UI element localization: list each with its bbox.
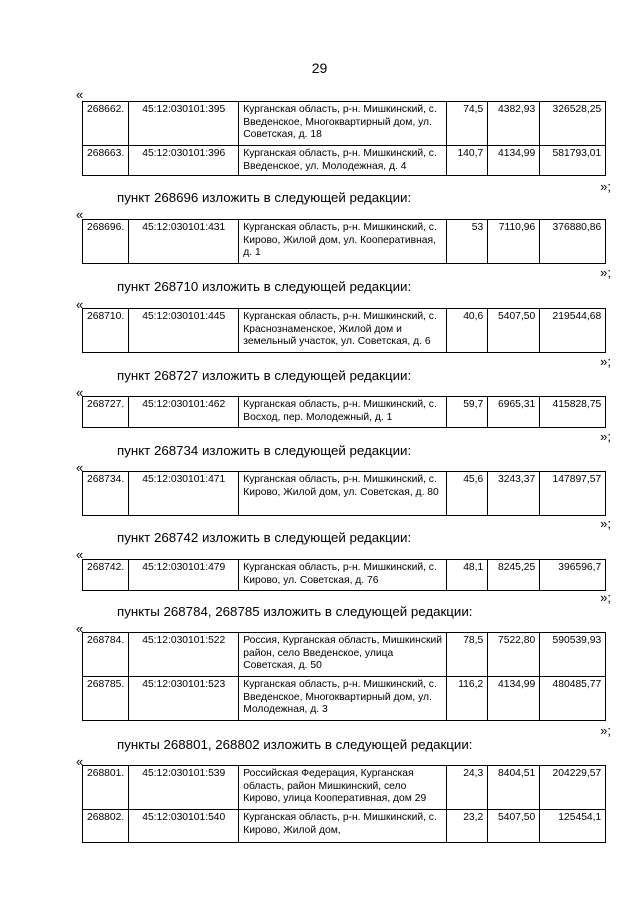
- table-row: [83, 560, 606, 591]
- area: 45,6: [447, 472, 488, 516]
- close-quote: »;: [600, 354, 611, 369]
- total: 125454,1: [540, 810, 606, 843]
- open-quote: «: [76, 621, 84, 636]
- instruction-text: пункт 268727 изложить в следующей редакции:: [117, 368, 412, 383]
- property-table: [82, 632, 606, 721]
- cadastral-number: 45:12:030101:523: [129, 677, 239, 721]
- item-number: 268784.: [83, 633, 129, 677]
- total: 480485,77: [540, 677, 606, 721]
- cadastral-number: 45:12:030101:462: [129, 397, 239, 428]
- area: 48,1: [447, 560, 488, 591]
- address: Курганская область, р-н. Мишкинский, с. Кирово, Жилой дом, ул. Кооперативная, д. 1: [239, 220, 447, 264]
- address: Курганская область, р-н. Мишкинский, с. Восход, пер. Молодежный, д. 1: [239, 397, 447, 428]
- property-table: [82, 559, 606, 591]
- table-row: [83, 220, 606, 264]
- total: 415828,75: [540, 397, 606, 428]
- total: 204229,57: [540, 766, 606, 810]
- price: 8245,25: [488, 560, 540, 591]
- cadastral-number: 45:12:030101:540: [129, 810, 239, 843]
- area: 40,6: [447, 309, 488, 353]
- open-quote: «: [76, 754, 84, 769]
- cadastral-number: 45:12:030101:396: [129, 146, 239, 176]
- open-quote: «: [76, 460, 84, 475]
- area: 140,7: [447, 146, 488, 176]
- close-quote: »;: [600, 179, 611, 194]
- area: 53: [447, 220, 488, 264]
- area: 116,2: [447, 677, 488, 721]
- table-row: [83, 810, 606, 843]
- instruction-text: пункт 268734 изложить в следующей редакции:: [117, 443, 412, 458]
- open-quote: «: [76, 297, 84, 312]
- address: Курганская область, р-н. Мишкинский, с. Введенское, Многоквартирный дом, ул. Молодежная, д. 3: [239, 677, 447, 721]
- address: Курганская область, р-н. Мишкинский, с. Кирово, Жилой дом, ул. Советская, д. 80: [239, 472, 447, 516]
- price: 6965,31: [488, 397, 540, 428]
- item-number: 268727.: [83, 397, 129, 428]
- total: 590539,93: [540, 633, 606, 677]
- property-table: [82, 396, 606, 428]
- item-number: 268696.: [83, 220, 129, 264]
- price: 5407,50: [488, 309, 540, 353]
- property-table: [82, 308, 606, 353]
- table-row: [83, 633, 606, 677]
- address: Российская Федерация, Курганская область, район Мишкинский, село Кирово, улица Кооперативная, дом 29: [239, 766, 447, 810]
- instruction-text: пункт 268710 изложить в следующей редакции:: [117, 279, 412, 294]
- area: 59,7: [447, 397, 488, 428]
- open-quote: «: [76, 547, 84, 562]
- item-number: 268662.: [83, 102, 129, 146]
- address: Курганская область, р-н. Мишкинский, с. Краснознаменское, Жилой дом и земельный участок, ул. Советская, д. 6: [239, 309, 447, 353]
- total: 147897,57: [540, 472, 606, 516]
- instruction-text: пункты 268784, 268785 изложить в следующей редакции:: [117, 604, 473, 619]
- property-table: [82, 219, 606, 264]
- close-quote: »;: [600, 516, 611, 531]
- item-number: 268710.: [83, 309, 129, 353]
- instruction-text: пункты 268801, 268802 изложить в следующей редакции:: [117, 737, 473, 752]
- property-table: [82, 765, 606, 843]
- price: 8404,51: [488, 766, 540, 810]
- table-row: [83, 677, 606, 721]
- item-number: 268785.: [83, 677, 129, 721]
- close-quote: »;: [600, 265, 611, 280]
- total: 219544,68: [540, 309, 606, 353]
- table-row: [83, 766, 606, 810]
- address: Россия, Курганская область, Мишкинский район, село Введенское, улица Советская, д. 50: [239, 633, 447, 677]
- address: Курганская область, р-н. Мишкинский, с. Кирово, Жилой дом,: [239, 810, 447, 843]
- price: 3243,37: [488, 472, 540, 516]
- cadastral-number: 45:12:030101:471: [129, 472, 239, 516]
- cadastral-number: 45:12:030101:395: [129, 102, 239, 146]
- cadastral-number: 45:12:030101:431: [129, 220, 239, 264]
- open-quote: «: [76, 87, 84, 102]
- instruction-text: пункт 268696 изложить в следующей редакции:: [117, 190, 412, 205]
- property-table: [82, 101, 606, 176]
- item-number: 268742.: [83, 560, 129, 591]
- cadastral-number: 45:12:030101:522: [129, 633, 239, 677]
- price: 4134,99: [488, 146, 540, 176]
- open-quote: «: [76, 207, 84, 222]
- address: Курганская область, р-н. Мишкинский, с. Введенское, Многоквартирный дом, ул. Советская, д. 18: [239, 102, 447, 146]
- price: 7522,80: [488, 633, 540, 677]
- price: 4382,93: [488, 102, 540, 146]
- address: Курганская область, р-н. Мишкинский, с. Введенское, ул. Молодежная, д. 4: [239, 146, 447, 176]
- open-quote: «: [76, 385, 84, 400]
- total: 581793,01: [540, 146, 606, 176]
- close-quote: »;: [600, 590, 611, 605]
- page-number: 29: [311, 60, 328, 76]
- item-number: 268663.: [83, 146, 129, 176]
- table-row: [83, 146, 606, 176]
- instruction-text: пункт 268742 изложить в следующей редакции:: [117, 530, 412, 545]
- cadastral-number: 45:12:030101:445: [129, 309, 239, 353]
- table-row: [83, 472, 606, 516]
- property-table: [82, 471, 606, 516]
- table-row: [83, 309, 606, 353]
- area: 78,5: [447, 633, 488, 677]
- total: 396596,7: [540, 560, 606, 591]
- price: 4134,99: [488, 677, 540, 721]
- price: 5407,50: [488, 810, 540, 843]
- item-number: 268734.: [83, 472, 129, 516]
- item-number: 268801.: [83, 766, 129, 810]
- area: 23,2: [447, 810, 488, 843]
- close-quote: »;: [600, 429, 611, 444]
- price: 7110,96: [488, 220, 540, 264]
- total: 376880,86: [540, 220, 606, 264]
- item-number: 268802.: [83, 810, 129, 843]
- total: 326528,25: [540, 102, 606, 146]
- area: 24,3: [447, 766, 488, 810]
- table-row: [83, 397, 606, 428]
- cadastral-number: 45:12:030101:479: [129, 560, 239, 591]
- cadastral-number: 45:12:030101:539: [129, 766, 239, 810]
- table-row: [83, 102, 606, 146]
- close-quote: »;: [600, 723, 611, 738]
- address: Курганская область, р-н. Мишкинский, с. Кирово, ул. Советская, д. 76: [239, 560, 447, 591]
- area: 74,5: [447, 102, 488, 146]
